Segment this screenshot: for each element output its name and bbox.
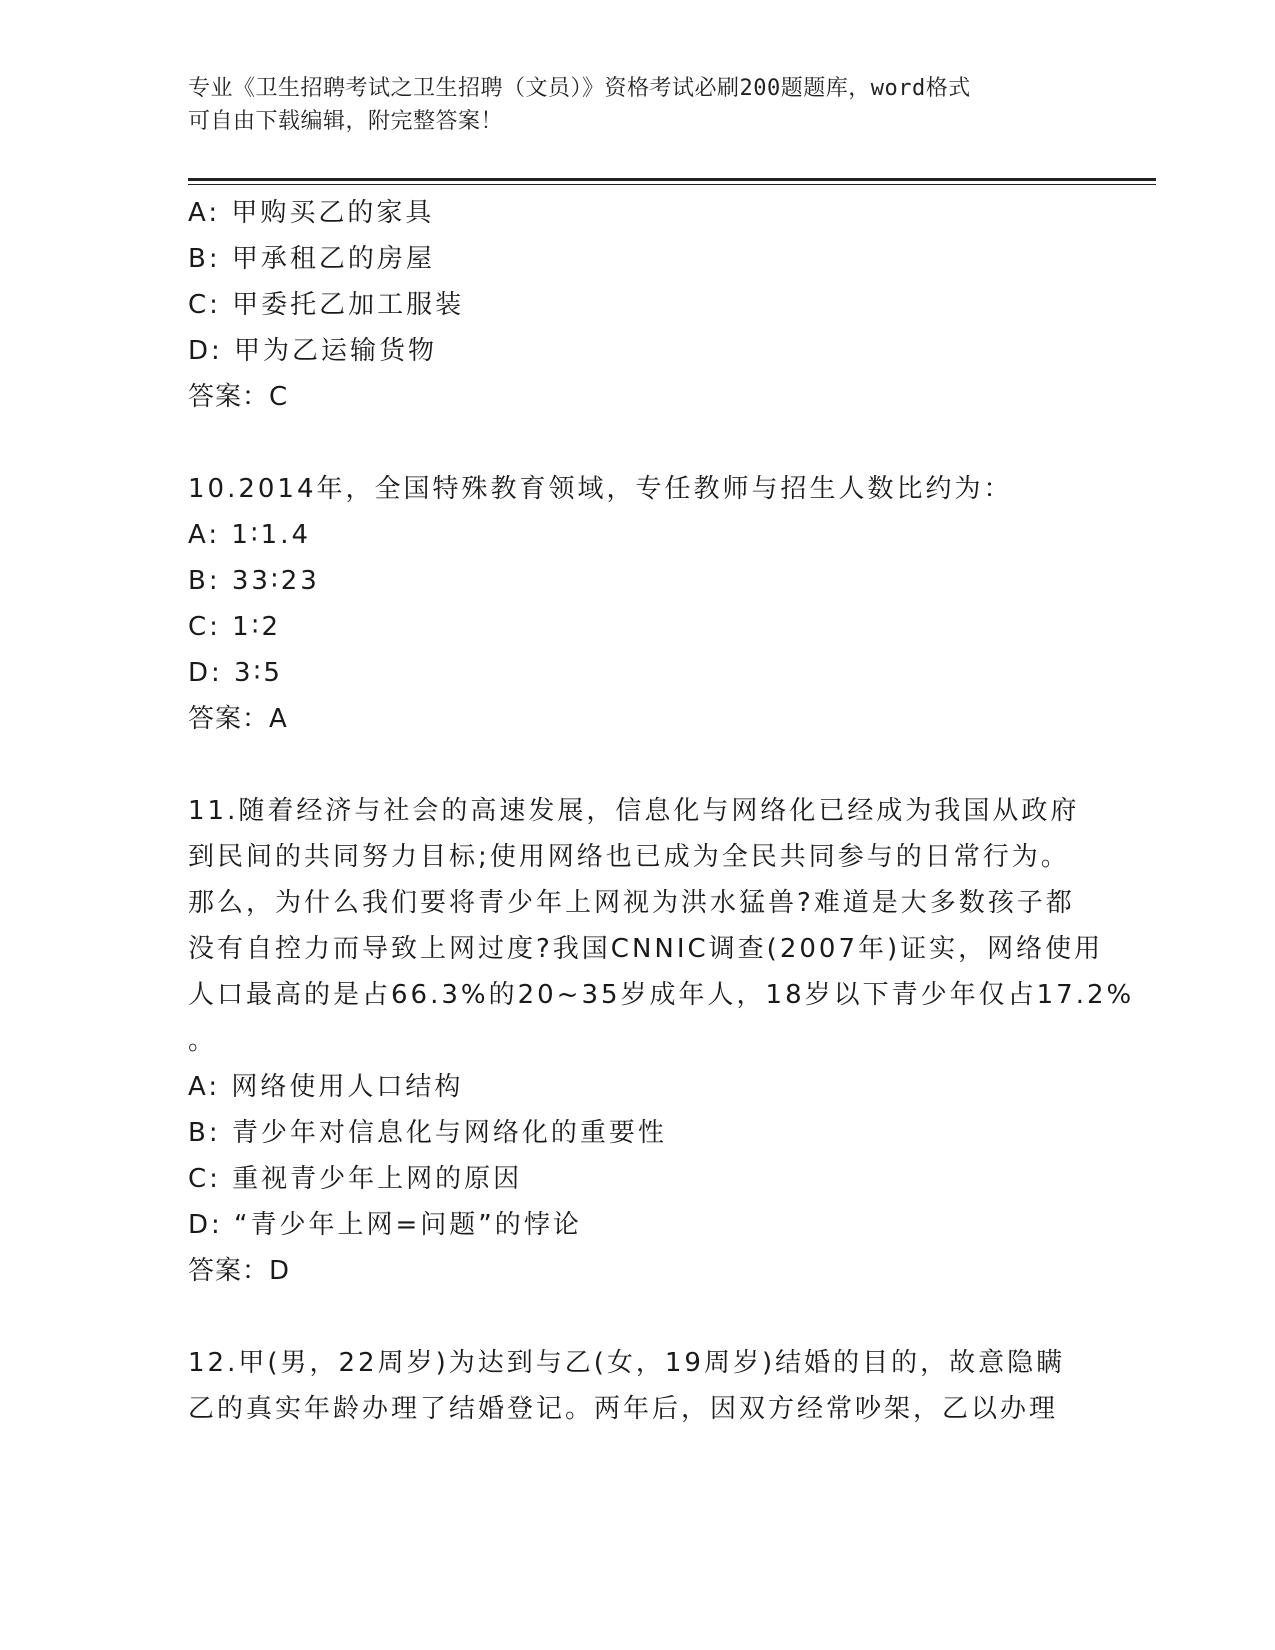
option-c: C: 甲委托乙加工服装 <box>188 290 465 320</box>
question-stem-line: 到民间的共同努力目标;使用网络也已成为全民共同参与的日常行为。 <box>188 842 1070 872</box>
question-stem: 10.2014年，全国特殊教育领域，专任教师与招生人数比约为： <box>188 474 1013 504</box>
question-stem-line: 那么，为什么我们要将青少年上网视为洪水猛兽?难道是大多数孩子都 <box>188 888 1075 918</box>
option-a: A: 甲购买乙的家具 <box>188 198 435 228</box>
answer-line: 答案：C <box>188 382 289 412</box>
option-b: B: 青少年对信息化与网络化的重要性 <box>188 1118 667 1148</box>
header-divider-thick <box>188 178 1156 181</box>
header-line-1: 专业《卫生招聘考试之卫生招聘（文员）》资格考试必刷200题题库，word格式 <box>188 76 971 101</box>
answer-line: 答案：A <box>188 704 288 734</box>
question-stem-line: 11.随着经济与社会的高速发展，信息化与网络化已经成为我国从政府 <box>188 796 1080 826</box>
answer-line: 答案：D <box>188 1256 291 1286</box>
option-c: C: 1∶2 <box>188 612 282 642</box>
option-c: C: 重视青少年上网的原因 <box>188 1164 523 1194</box>
question-stem-line: 没有自控力而导致上网过度?我国CNNIC调查(2007年)证实，网络使用 <box>188 934 1104 964</box>
question-block-10 <box>188 466 1088 742</box>
question-stem-line: 12.甲(男，22周岁)为达到与乙(女，19周岁)结婚的目的，故意隐瞒 <box>188 1348 1066 1378</box>
question-block-12 <box>188 1340 1088 1432</box>
option-b: B: 33∶23 <box>188 566 320 596</box>
question-stem-line: 人口最高的是占66.3%的20~35岁成年人，18岁以下青少年仅占17.2% <box>188 980 1135 1010</box>
page-header <box>188 72 1068 138</box>
option-b: B: 甲承租乙的房屋 <box>188 244 435 274</box>
question-block-11 <box>188 788 1135 1294</box>
option-d: D: 3∶5 <box>188 658 283 688</box>
question-stem-line: 。 <box>188 1026 218 1056</box>
option-d: D: “青少年上网=问题”的悖论 <box>188 1210 582 1240</box>
question-stem-line: 乙的真实年龄办理了结婚登记。两年后，因双方经常吵架，乙以办理 <box>188 1394 1059 1424</box>
question-list <box>188 190 1135 1432</box>
question-block-9 <box>188 190 1088 420</box>
option-a: A: 1∶1.4 <box>188 520 312 550</box>
header-line-2: 可自由下载编辑，附完整答案！ <box>188 109 504 134</box>
header-divider-thin <box>188 184 1156 185</box>
option-d: D: 甲为乙运输货物 <box>188 336 438 366</box>
option-a: A: 网络使用人口结构 <box>188 1072 464 1102</box>
